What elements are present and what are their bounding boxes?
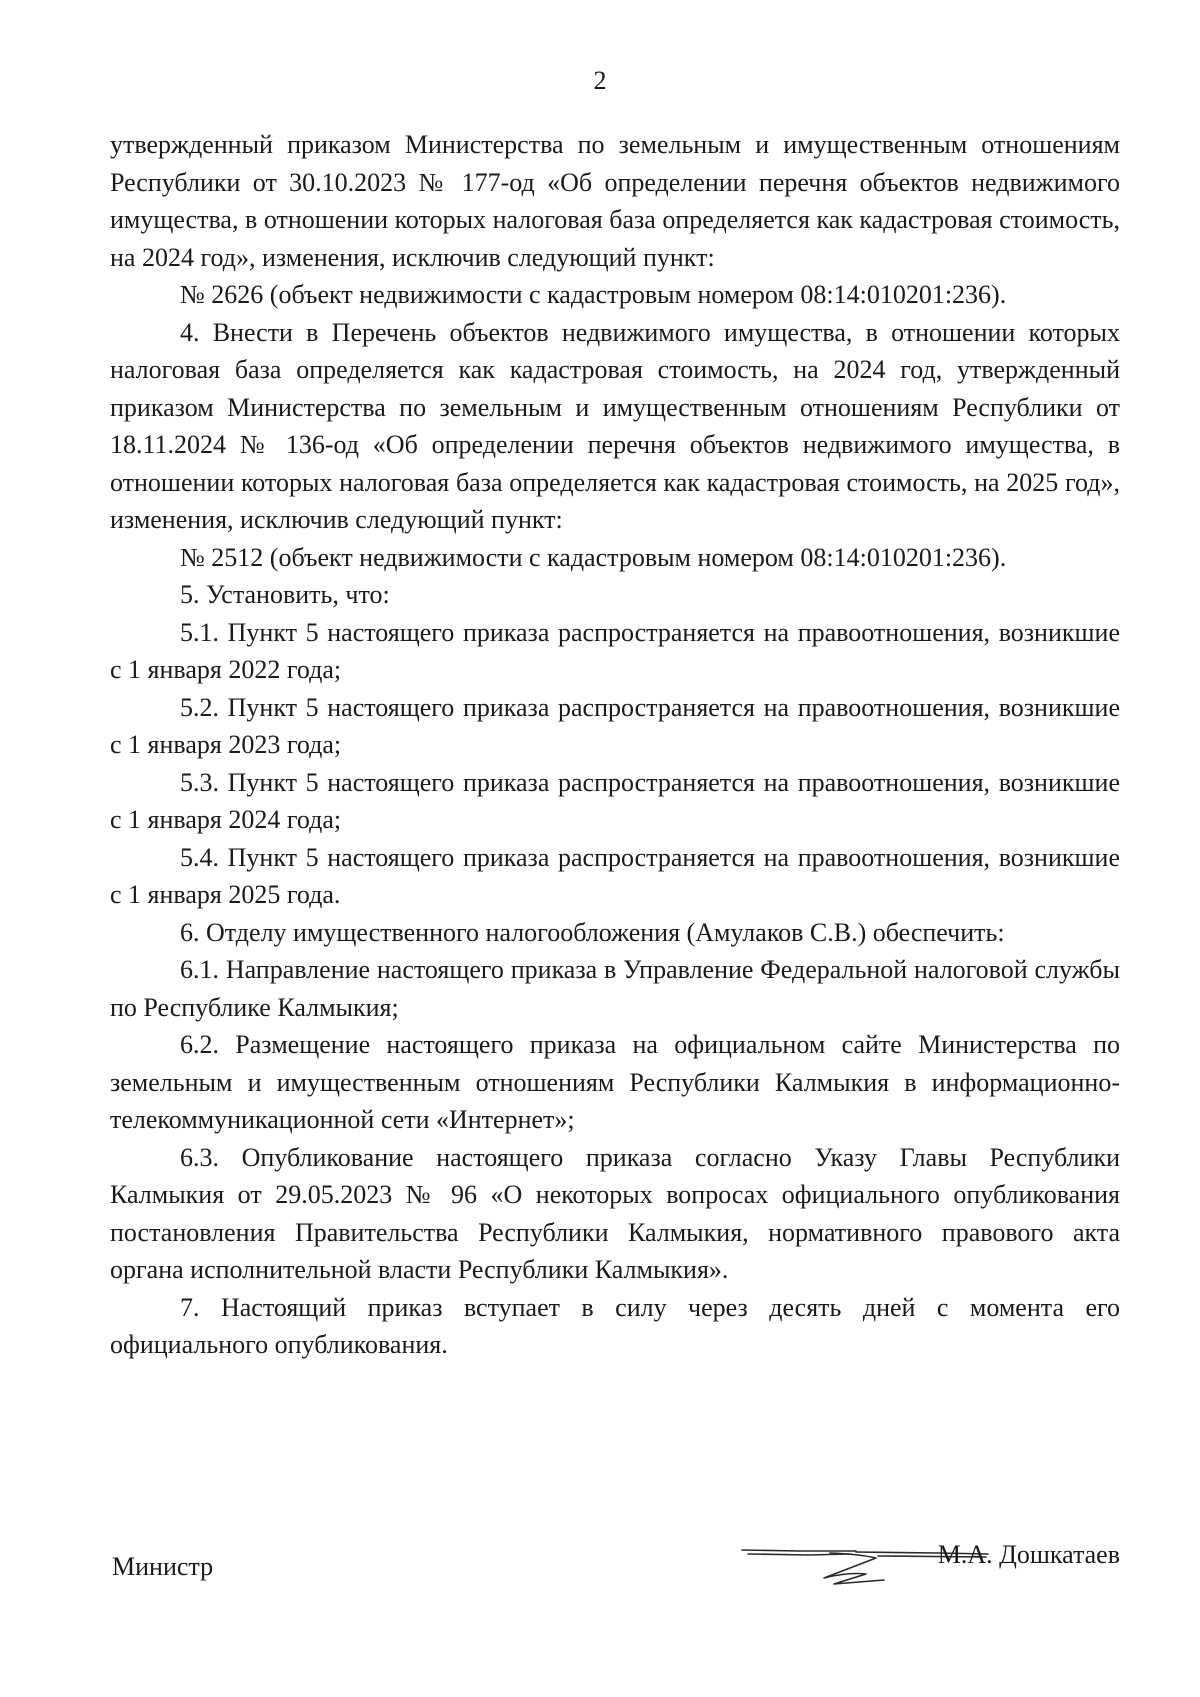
paragraph-clause-5-4: 5.4. Пункт 5 настоящего приказа распространяется на правоотношения, возникшие с 1 января 2025 года. (110, 842, 1120, 909)
paragraph-clause-6: 6. Отделу имущественного налогообложения (Амулаков С.В.) обеспечить: (180, 917, 1005, 947)
page-number: 2 (593, 66, 607, 95)
paragraph-clause-5: 5. Установить, что: (180, 580, 390, 609)
paragraph-clause-5-2: 5.2. Пункт 5 настоящего приказа распространяется на правоотношения, возникшие с 1 января 2023 года; (110, 692, 1120, 759)
signature-block (110, 1540, 1120, 1600)
paragraph-clause-6-1: 6.1. Направление настоящего приказа в Управление Федеральной налоговой службы по Республике Калмыкия; (110, 955, 1120, 1022)
paragraph-clause-6-2: 6.2. Размещение настоящего приказа на официальном сайте Министерства по земельным и имущественным отношениям Республики Калмыкия в информационно-телекоммуникационной сети «Интернет»; (110, 1030, 1120, 1134)
paragraph-clause-5-3: 5.3. Пункт 5 настоящего приказа распространяется на правоотношения, возникшие с 1 января 2024 года; (110, 767, 1120, 834)
signer-name: М.А. Дошкатаев (937, 1540, 1120, 1569)
paragraph-clause-4: 4. Внести в Перечень объектов недвижимого имущества, в отношении которых налоговая база определяется как кадастровая стоимость, на 2024 год, утвержденный приказом Министерства по земельным и имущественным отношениям Республики от 18.11.2024 № 136-од «Об определении перечня объектов недвижимого имущества, в отношении которых налоговая база определяется как кадастровая стоимость, на 2025 год», изменения, исключив следующий пункт: (110, 317, 1120, 534)
paragraph-item-2512: № 2512 (объект недвижимости с кадастровым номером 08:14:010201:236). (180, 542, 1007, 572)
paragraph-item-2626: № 2626 (объект недвижимости с кадастровым номером 08:14:010201:236). (180, 280, 1007, 309)
paragraph-clause-6-3: 6.3. Опубликование настоящего приказа согласно Указу Главы Республики Калмыкия от 29.05.2023 № 96 «О некоторых вопросах официального опубликования постановления Правительства Республики Калмыкия, нормативного правового акта органа исполнительной власти Республики Калмыкия». (110, 1142, 1120, 1284)
document-body (110, 126, 1120, 1364)
paragraph-continuation: утвержденный приказом Министерства по земельным и имущественным отношениям Республики от 30.10.2023 № 177-од «Об определении перечня объектов недвижимого имущества, в отношении которых налоговая база определяется как кадастровая стоимость, на 2024 год», изменения, исключив следующий пункт: (110, 130, 1120, 272)
paragraph-clause-7: 7. Настоящий приказ вступает в силу через десять дней с момента его официального опубликования. (110, 1292, 1120, 1359)
signer-title: Министр (112, 1552, 214, 1581)
paragraph-clause-5-1: 5.1. Пункт 5 настоящего приказа распространяется на правоотношения, возникшие с 1 января 2022 года; (110, 617, 1120, 684)
